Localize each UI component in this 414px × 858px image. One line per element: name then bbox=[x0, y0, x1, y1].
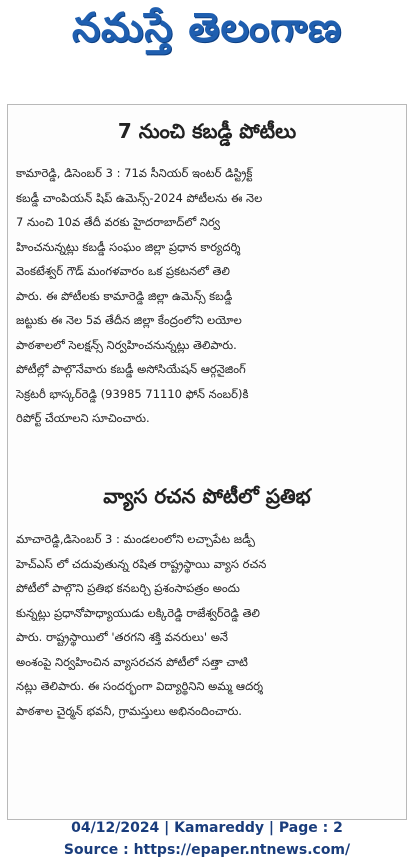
article1-body bbox=[16, 161, 400, 431]
article2-line: మాచారెడ్డి,డిసెంబర్ 3 : మండలంలోని లచ్చాపేట జడ్పీ bbox=[16, 532, 255, 546]
article1-line: పోటీల్లో పాల్గొనేవారు కబడ్డీ అసోసియేషన్ ఆర్గనైజింగ్ bbox=[16, 362, 246, 376]
article1-line: సెక్రటరీ భాస్కర్‌రెడ్డి (93985 71110 ఫోన్ నంబర్)కి bbox=[16, 386, 249, 401]
article2-body bbox=[16, 527, 400, 723]
article1-line: వెంకటేశ్వర్ గౌడ్ మంగళవారం ఒక ప్రకటనలో తెలి bbox=[16, 264, 230, 278]
article2-line: పాఠశాల చైర్మన్ భవనీ, గ్రామస్తులు అభినందించారు. bbox=[16, 703, 242, 718]
article1-line: జట్టుకు ఈ నెల 5వ తేదీన జిల్లా కేంద్రంలోని లయోల bbox=[16, 313, 242, 327]
masthead-title: నమస్తే తెలంగాణ bbox=[71, 5, 343, 51]
article2-line: నట్లు తెలిపారు. ఈ సందర్భంగా విద్యార్థినిని అమ్మ ఆదర్శ bbox=[16, 679, 264, 693]
article2-line: పోటీలో పాల్గొని ప్రతిభ కనబర్చి ప్రశంసాపత్రం అందు bbox=[16, 581, 240, 595]
article1-line: పాఠశాలలో సెలక్షన్స్ నిర్వహించనున్నట్లు తెలిపారు. bbox=[16, 337, 237, 352]
article1-line: రిపోర్ట్ చేయాలని సూచించారు. bbox=[16, 411, 150, 425]
article2-line: హెచ్ఎస్ లో చదువుతున్న రషిత రాష్ట్రస్థాయి వ్యాస రచన bbox=[16, 556, 267, 571]
article1-headline: 7 నుంచి కబడ్డీ పోటీలు bbox=[117, 119, 297, 143]
article1-line: హించనున్నట్లు కబడ్డీ సంఘం జిల్లా ప్రధాన కార్యదర్శి bbox=[16, 239, 241, 254]
footer-date-edition: 04/12/2024 | Kamareddy | Page : 2 bbox=[71, 820, 343, 836]
newspaper-masthead bbox=[0, 0, 414, 66]
article1-line: కామారెడ్డి, డిసెంబర్ 3 : 71వ సీనియర్ ఇంటర్ డిస్ట్రిక్ట్ bbox=[16, 166, 253, 180]
article1-line: 7 నుంచి 10వ తేదీ వరకు హైదరాబాద్‌లో నిర్వ bbox=[16, 215, 221, 229]
article1-line: కబడ్డీ చాంపియన్ షిప్ ఉమెన్స్-2024 పోటీలను ఈ నెల bbox=[16, 190, 263, 205]
article2-line: అంశంపై నిర్వహించిన వ్యాసరచన పోటీలో సత్తా చాటి bbox=[16, 654, 248, 669]
footer-source: Source : https://epaper.ntnews.com/ bbox=[63, 842, 351, 858]
news-clipping bbox=[7, 104, 407, 820]
article2-line: కున్నట్లు ప్రధానోపాధ్యాయుడు లక్కిరెడ్డి రాజేశ్వర్‌రెడ్డి తెలి bbox=[16, 605, 260, 620]
article1-line: పారు. ఈ పోటీలకు కామారెడ్డి జిల్లా ఉమెన్స్ కబడ్డీ bbox=[16, 288, 233, 303]
article2-headline: వ్యాస రచన పోటీలో ప్రతిభ bbox=[103, 484, 311, 508]
article2-line: పారు. రాష్ట్రస్థాయిలో 'తరగని శక్తి వనరులు' అనే bbox=[16, 630, 228, 644]
